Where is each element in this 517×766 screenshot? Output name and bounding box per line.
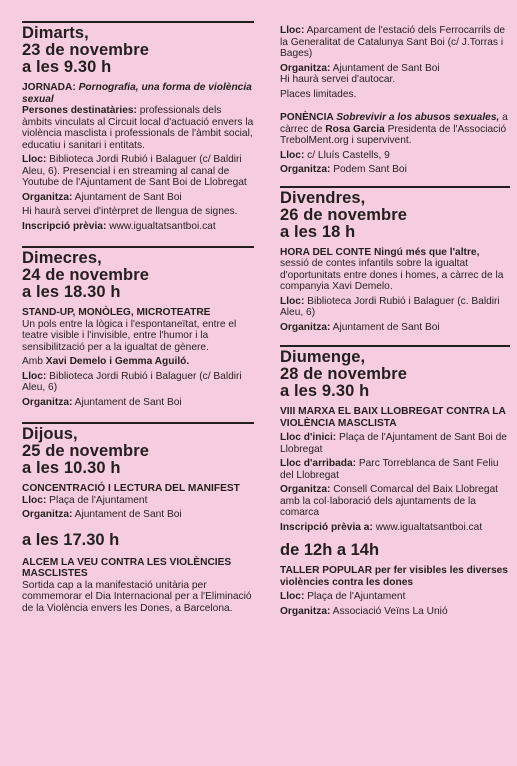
day-date: 25 de novembre [22,442,150,460]
event-title: ALCEM LA VEU CONTRA LES VIOLÈNCIES MASCLISTES [22,556,232,579]
organizer-label: Organitza: [22,396,73,408]
place-text: Plaça de l'Ajuntament [304,591,406,602]
day-heading [280,190,510,241]
performers-prefix: Amb [22,356,46,367]
day-tuesday [22,21,254,232]
audience [22,105,254,151]
day-time: a les 18 h [280,222,356,241]
place-text: c/ Lluís Castells, 9 [304,149,390,161]
start-text: Plaça de l'Ajuntament de Sant Boi de Llobregat [280,432,507,455]
organizer [22,192,254,204]
note: Hi haurà servei d'intèrpret de llengua de signes. [22,206,238,217]
place-label: Lloc: [22,154,47,165]
organizer-label: Organitza: [22,509,73,520]
place-label: Lloc: [22,494,47,506]
day-heading [22,25,254,76]
event-title: STAND-UP, MONÒLEG, MICROTEATRE [22,307,211,318]
place [280,591,510,603]
organizer-text: Podem Sant Boi [330,164,407,175]
end-label: Lloc d'arribada: [280,458,357,469]
place [280,25,510,60]
place [22,154,254,189]
day-time: a les 10.30 h [22,459,121,477]
start-label: Lloc d'inici: [280,432,337,443]
performers-names: Xavi Demelo i Gemma Aguiló. [45,356,190,367]
day-heading [280,349,510,400]
day-date: 28 de novembre [280,365,408,383]
organizer-label: Organitza: [280,321,331,333]
day-date: 23 de novembre [22,41,150,59]
thursday-continued [280,25,510,176]
day-time: a les 9.30 h [22,58,112,76]
organizer-text: Associació Veïns La Unió [330,605,448,617]
place-text: Biblioteca Jordi Rubió i Balaguer (c/ Baldiri Aleu, 6). Presencial i en streaming al canal de Youtube de l'Ajuntament de Sant Boi de Llobregat [22,154,247,188]
registration-link[interactable]: www.igualtatsantboi.cat [106,220,216,232]
registration-link[interactable]: www.igualtatsantboi.cat [372,521,483,533]
place-label: Lloc: [280,25,305,36]
place-label: Lloc: [280,591,305,602]
event-title: VIII MARXA EL BAIX LLOBREGAT CONTRA LA VIOLÈNCIA MASCLISTA [280,406,506,429]
place-text: Aparcament de l'estació dels Ferrocarrils de la Generalitat de Catalunya Sant Boi (c/ J.Torras i Bages) [280,25,506,59]
talk-by: a càrrec de [280,112,508,135]
organizer [22,509,254,521]
event-name: HORA DEL CONTE Ningú més que l'altre, [280,246,480,258]
day-heading [22,250,254,301]
talk-title [280,112,510,147]
place-text: Biblioteca Jordi Rubió i Balaguer (c. Baldiri Aleu, 6) [280,295,500,318]
day-wednesday [22,246,254,408]
place-text: Plaça de l'Ajuntament [46,494,148,506]
day-friday [280,186,510,334]
audience-text: professionals dels àmbits vinculats al Circuit local d'actuació envers la violència masclista i professionals de l'àmbit social, educatiu i sanitari i entitats. [22,105,254,151]
organizer-text: Consell Comarcal del Baix Llobregat amb la col·laboració dels ajuntaments de la comarca [280,484,499,518]
organizer [280,63,510,86]
event-title [22,82,254,105]
registration-label: Inscripció prèvia a: [280,521,373,533]
start-place [280,432,510,455]
day-name: Dijous, [22,425,78,443]
place [22,371,254,394]
registration [22,221,254,233]
day-date: 26 de novembre [280,205,408,224]
day-name: Dimecres, [22,249,102,267]
organizer [280,322,510,334]
day-time: a les 9.30 h [280,382,370,400]
day-name: Diumenge, [280,348,366,366]
audience-label: Persones destinatàries: [22,105,137,116]
organizer-label: Organitza: [22,191,73,203]
note: Places limitades. [280,88,357,100]
event-description: Un pols entre la lògica i l'espontaneïtat, entre el teatre visible i l'invisible, entre l'humor i la sensibilització per a la igualtat de gènere. [22,318,237,353]
place-label: Lloc: [280,295,305,307]
organizer-label: Organitza: [280,164,331,175]
event-name: Pornografia, una forma de violència sexual [22,82,252,105]
place-text: Biblioteca Jordi Rubió i Balaguer (c/ Baldiri Aleu, 6) [22,370,242,393]
end-place [280,458,510,481]
note: Hi haurà servei d'autocar. [280,74,396,85]
organizer-label: Organitza: [280,484,331,495]
right-column [280,0,510,620]
talk-role: Presidenta de l'Associació TrebolMent.org i supervivent. [280,123,507,146]
organizer [22,397,254,409]
organizer-text: Ajuntament de Sant Boi [72,509,182,520]
day-heading [22,426,254,477]
day-date: 24 de novembre [22,266,150,284]
place [280,150,510,162]
day-name: Divendres, [280,188,366,207]
day-name: Dimarts, [22,24,89,42]
day-thursday [22,422,254,614]
organizer-label: Organitza: [280,605,331,617]
organizer [280,606,510,618]
place [22,495,254,507]
event-description: Sortida cap a la manifestació unitària per commemorar el Dia Internacional per a l'Eliminació de la Violència envers les Dones, a Barcelona. [22,579,252,614]
day-sunday [280,345,510,617]
organizer-text: Ajuntament de Sant Boi [72,191,182,203]
organizer [280,164,510,176]
end-text: Parc Torreblanca de Sant Feliu del Llobregat [280,458,499,481]
organizer-text: Ajuntament de Sant Boi [72,396,182,408]
left-column [22,0,254,617]
organizer-text: Ajuntament de Sant Boi [330,62,440,74]
event-title [280,247,510,293]
second-event-time: a les 17.30 h [22,530,120,549]
organizer-text: Ajuntament de Sant Boi [330,321,440,333]
registration-label: Inscripció prèvia: [22,220,107,232]
place [280,296,510,319]
organizer-label: Organitza: [280,62,331,74]
event-type: JORNADA: [22,82,79,93]
performers [22,356,254,368]
second-event-time: de 12h a 14h [280,541,380,559]
talk-speaker: Rosa Garcia [325,123,385,135]
event-name: Sobrevivir a los abusos sexuales, [336,112,500,123]
place-label: Lloc: [22,370,47,382]
place-label: Lloc: [280,149,305,161]
event-title: TALLER POPULAR per fer visibles les diverses violències contra les dones [280,565,508,588]
event-description: sessió de contes infantils sobre la igualtat d'oportunitats entre dones i homes, a càrrec de la companyia Xavi Demelo. [280,258,504,292]
organizer [280,484,510,519]
event-title: CONCENTRACIÓ I LECTURA DEL MANIFEST [22,483,240,494]
day-time: a les 18.30 h [22,283,121,301]
event-type: PONÈNCIA [280,112,337,123]
registration [280,522,510,534]
